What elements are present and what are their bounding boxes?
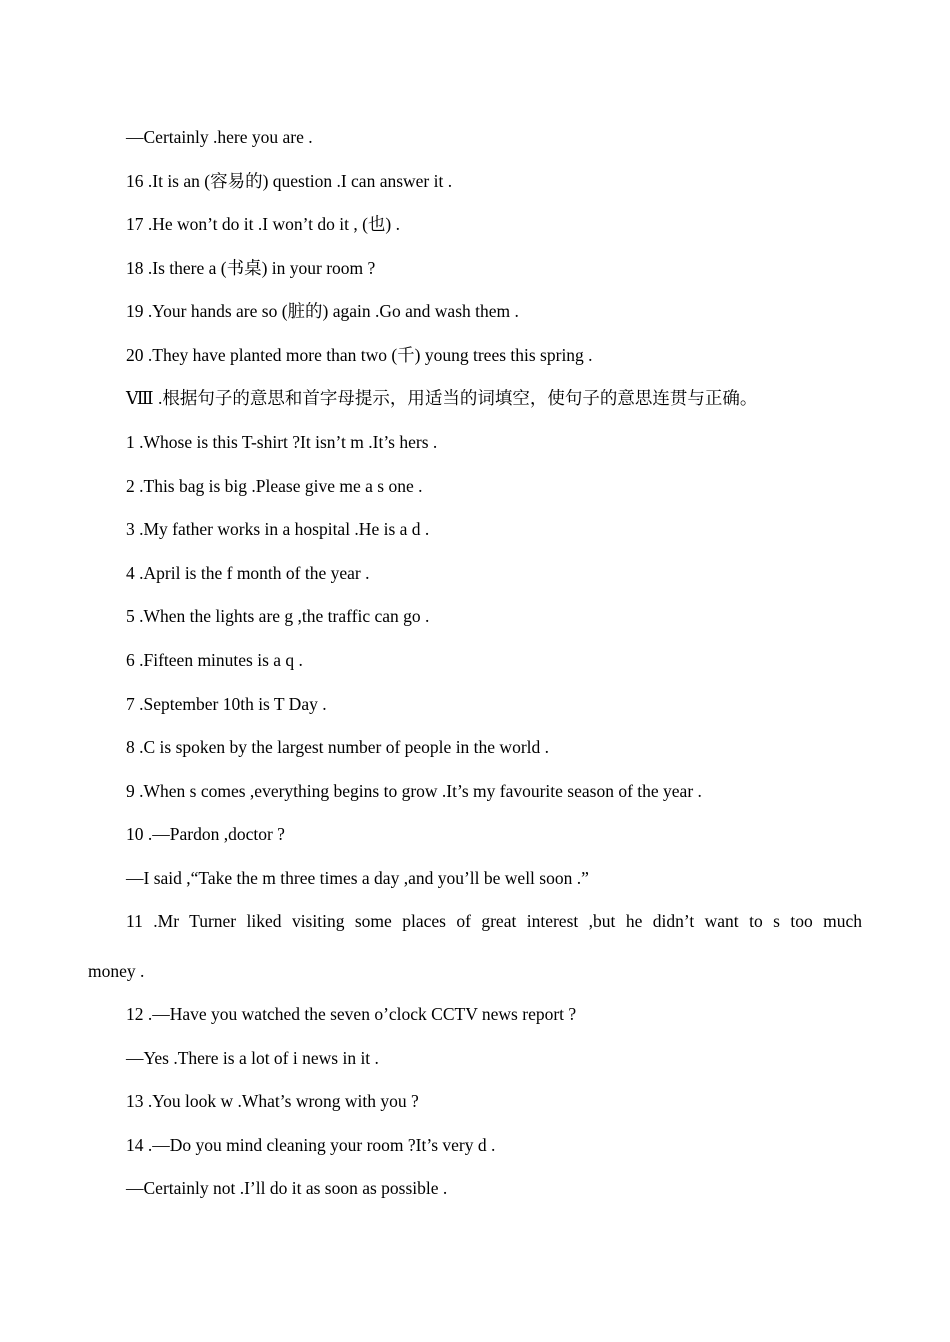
section-heading: Ⅷ .根据句子的意思和首字母提示，用适当的词填空，使句子的意思连贯与正确。 (126, 388, 758, 408)
text-line: —Certainly .here you are . (126, 127, 313, 147)
text-line-justified: 11 .Mr Turner liked visiting some places of great interest ,but he didn’t want to s too much (126, 911, 862, 931)
text-line: 9 .When s comes ,everything begins to grow .It’s my favourite season of the year . (126, 781, 702, 801)
text-line: —Yes .There is a lot of i news in it . (126, 1048, 379, 1068)
text-line: —I said ,“Take the m three times a day ,and you’ll be well soon .” (126, 868, 589, 888)
text-line: 10 .—Pardon ,doctor ? (126, 824, 285, 844)
text-line: 4 .April is the f month of the year . (126, 563, 370, 583)
text-line: 12 .—Have you watched the seven o’clock CCTV news report ? (126, 1004, 577, 1024)
text-line: 5 .When the lights are g ,the traffic can go . (126, 606, 430, 626)
text-line: 13 .You look w .What’s wrong with you ? (126, 1091, 419, 1111)
text-line: 1 .Whose is this T-shirt ?It isn’t m .It’s hers . (126, 432, 438, 452)
text-line: 19 .Your hands are so (脏的) again .Go and wash them . (126, 301, 519, 321)
text-line: 20 .They have planted more than two (千) young trees this spring . (126, 345, 593, 365)
text-line: 6 .Fifteen minutes is a q . (126, 650, 303, 670)
text-line: 7 .September 10th is T Day . (126, 694, 327, 714)
text-line: 3 .My father works in a hospital .He is a d . (126, 519, 430, 539)
text-line: 2 .This bag is big .Please give me a s one . (126, 476, 423, 496)
text-line: 14 .—Do you mind cleaning your room ?It’s very d . (126, 1135, 496, 1155)
text-line: 8 .C is spoken by the largest number of people in the world . (126, 737, 550, 757)
text-line: —Certainly not .I’ll do it as soon as possible . (126, 1178, 448, 1198)
text-line: 18 .Is there a (书桌) in your room ? (126, 258, 376, 278)
text-line: 17 .He won’t do it .I won’t do it , (也) . (126, 214, 400, 234)
text-line: 16 .It is an (容易的) question .I can answer it . (126, 171, 453, 191)
text-line-continuation: money . (88, 961, 145, 981)
